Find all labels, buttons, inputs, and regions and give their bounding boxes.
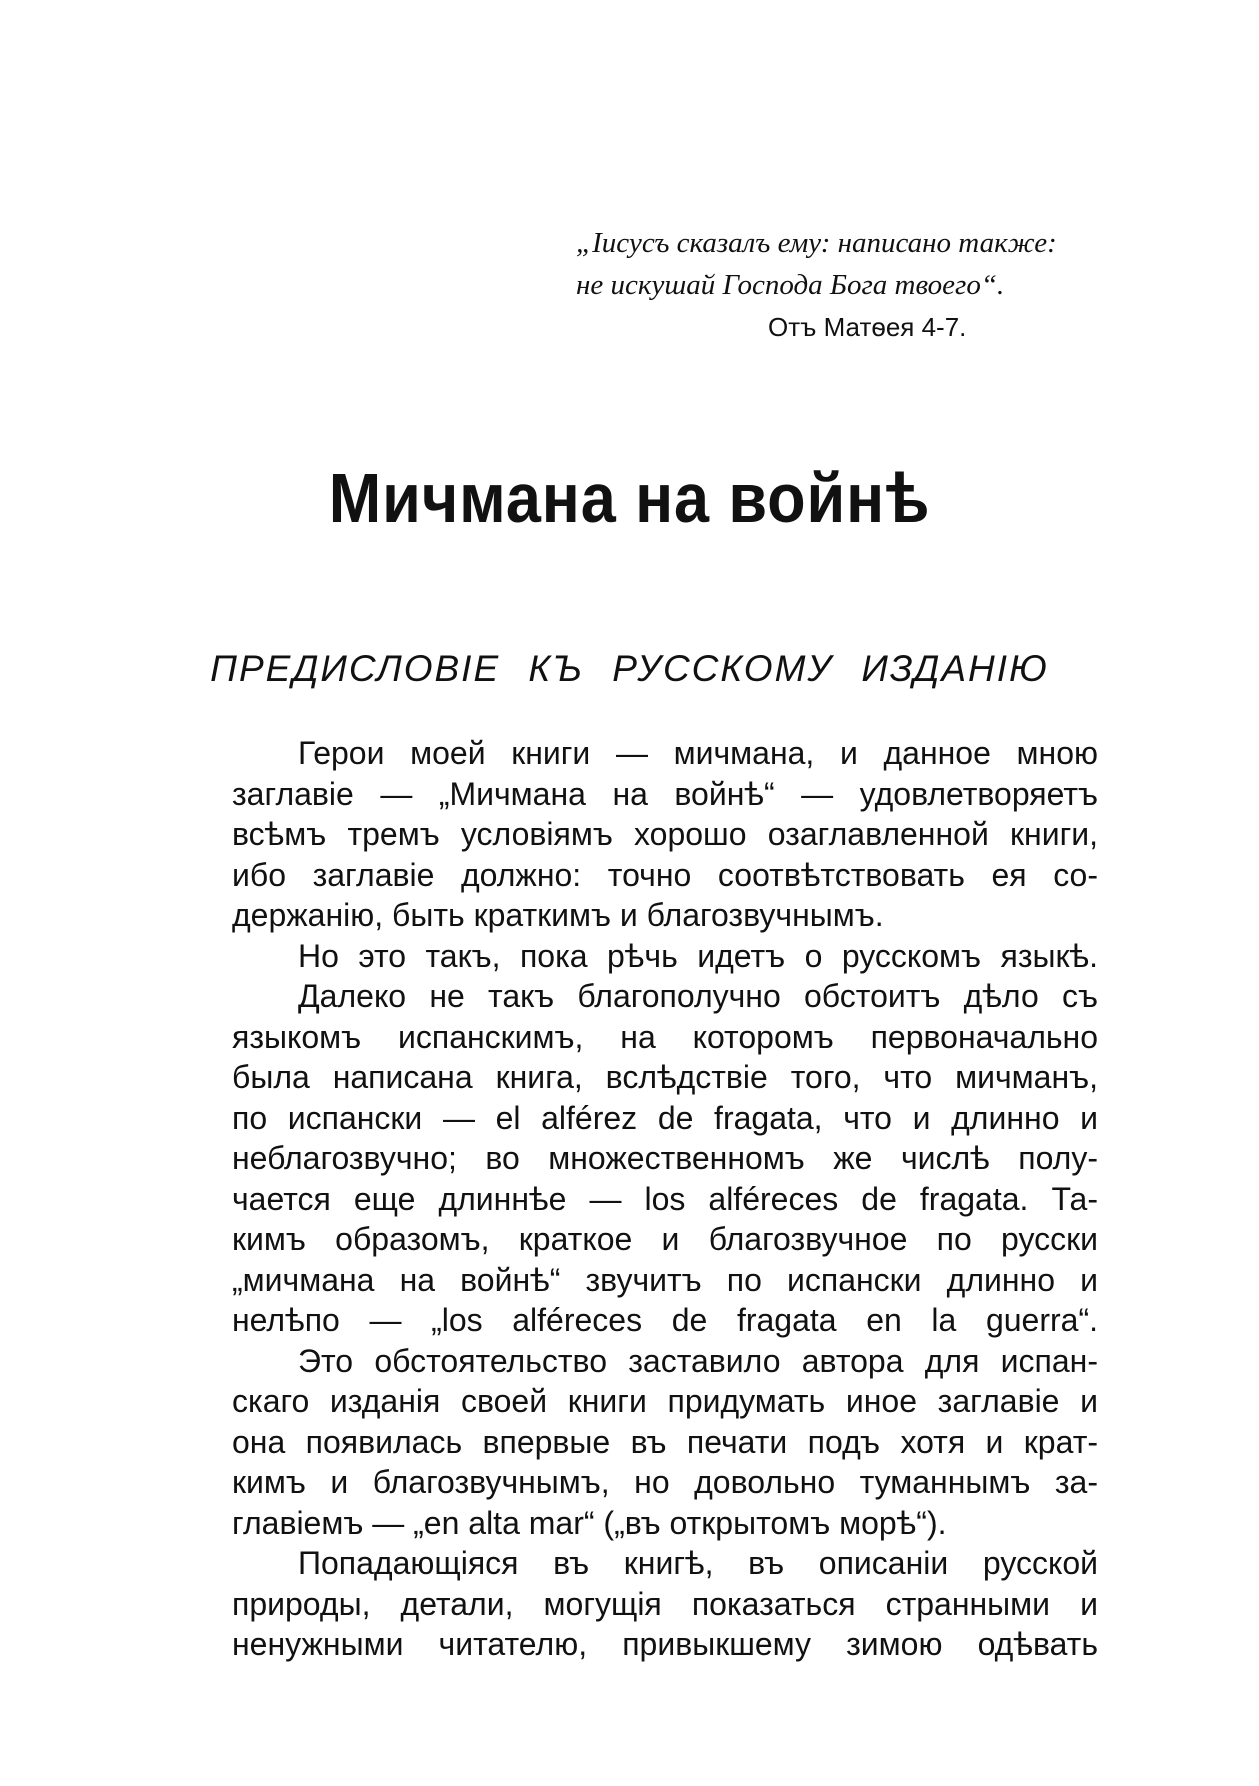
text-line: языкомъ испанскимъ, на которомъ первоначально <box>232 1018 1098 1055</box>
epigraph-source: Отъ Матѳея 4-7. <box>768 312 967 342</box>
text-line: кимъ образомъ, краткое и благозвучное по русски <box>232 1221 1098 1257</box>
text-line: Герои моей книги — мичмана, и данное мною <box>298 735 1098 771</box>
text-line: нелѣпо — „los alféreces de fragata en la guerra“. <box>232 1302 1098 1338</box>
text-line: Далеко не такъ благополучно обстоитъ дѣло съ <box>298 978 1098 1014</box>
epigraph-line: не искушай Господа Бога твоего“. <box>576 269 1005 301</box>
text-line: ненужными читателю, привыкшему зимою одѣвать <box>232 1626 1098 1662</box>
book-title: Мичмана на войнѣ <box>328 459 931 537</box>
epigraph-line: „Іисусъ сказалъ ему: написано также: <box>576 227 1057 259</box>
text-line: главіемъ — „en alta mar“ („въ открытомъ морѣ“). <box>232 1504 947 1541</box>
text-line: кимъ и благозвучнымъ, но довольно туманнымъ за- <box>232 1464 1098 1500</box>
text-line: неблагозвучно; во множественномъ же числѣ полу- <box>232 1140 1098 1176</box>
text-line: она появилась впервые въ печати подъ хотя и крат- <box>232 1423 1098 1460</box>
text-line: „мичмана на войнѣ“ звучитъ по испански длинно и <box>232 1261 1098 1298</box>
text-line: скаго изданія своей книги придумать иное заглавіе и <box>232 1383 1098 1419</box>
text-line: по испански — el alférez de fragata, что и длинно и <box>232 1099 1098 1136</box>
text-line: держанію, быть краткимъ и благозвучнымъ. <box>232 897 884 933</box>
text-line: заглавіе — „Мичмана на войнѣ“ — удовлетворяетъ <box>232 775 1098 812</box>
text-line: всѣмъ тремъ условіямъ хорошо озаглавленной книги, <box>232 816 1098 852</box>
epigraph <box>576 222 1096 348</box>
text-line: Но это такъ, пока рѣчь идетъ о русскомъ языкѣ. <box>298 937 1098 974</box>
preface-heading: ПРЕДИСЛОВІЕ КЪ РУССКОМУ ИЗДАНІЮ <box>210 648 1049 689</box>
text-line: была написана книга, вслѣдствіе того, что мичманъ, <box>232 1059 1098 1095</box>
text-line: чается еще длиннѣе — los alférеces de fragata. Та- <box>232 1180 1098 1217</box>
text-line: Попадающіяся въ книгѣ, въ описаніи русской <box>298 1545 1098 1581</box>
preface-text <box>232 733 1098 1665</box>
text-line: Это обстоятельство заставило автора для испан- <box>298 1342 1098 1379</box>
text-line: природы, детали, могущія показаться странными и <box>232 1585 1098 1622</box>
text-line: ибо заглавіе должно: точно соотвѣтствовать ея со- <box>232 856 1098 893</box>
